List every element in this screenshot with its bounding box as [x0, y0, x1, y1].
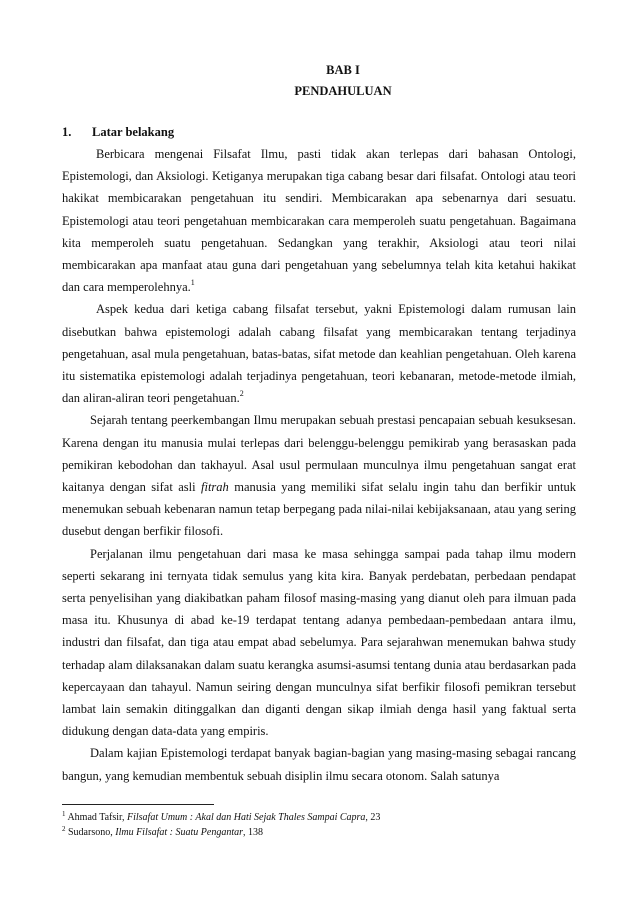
- footnote-1-mark: 1: [62, 810, 66, 818]
- footnote-ref-1[interactable]: 1: [190, 278, 195, 288]
- chapter-title: PENDAHULUAN: [294, 84, 392, 98]
- section-title: Latar belakang: [92, 125, 175, 139]
- paragraph-2: [62, 298, 576, 409]
- footnote-ref-2[interactable]: 2: [239, 389, 244, 399]
- paragraph-3: [62, 409, 576, 542]
- paragraph-5: [62, 742, 576, 786]
- paragraph-3-italic: fitrah: [201, 480, 229, 495]
- footnote-2-title: Ilmu Filsafat : Suatu Pengantar: [115, 827, 244, 838]
- footnote-2-page: , 138: [243, 827, 264, 838]
- section-number: 1.: [62, 125, 72, 139]
- body-text: [62, 143, 576, 787]
- footnote-2: [62, 825, 576, 840]
- document-page: [62, 0, 576, 903]
- footnote-1-title: Filsafat Umum : Akal dan Hati Sejak Thales Sampai Capra: [126, 812, 366, 823]
- paragraph-1-text: Berbicara mengenai Filsafat Ilmu, pasti tidak akan terlepas dari bahasan Ontologi, Epistemologi, dan Aksiologi. Ketiganya merupakan tiga cabang besar dari filsafat. Ontologi atau teori hakikat membicarakan pengetahuan itu sendiri. Membicarakan apa sebenarnya dari sesuatu. Epistemologi atau teori pengetahuan membicarakan cara memperoleh suatu pengetahuan. Bagaimana kita memperoleh suatu pengetahuan. Sedangkan yang terakhir, Aksiologi atau teori nilai membicarakan apa manfaat atau guna dari pengetahuan yang sebelumnya telah kita ketahui hakikat dan cara memperolehnya.: [62, 147, 576, 295]
- footnote-2-mark: 2: [62, 825, 66, 833]
- footnote-2-author: Sudarsono,: [65, 827, 116, 838]
- paragraph-3-text-b: manusia yang memiliki sifat selalu ingin tahu dan berfikir untuk menemukan sebuah kebenaran namun tetap berpegang pada nilai-nilai kebijaksanaan, atau yang sering dusebut dengan berfikir filosofi.: [62, 480, 576, 539]
- footnote-1-page: , 23: [365, 812, 381, 823]
- footnote-1: [62, 810, 576, 825]
- paragraph-4-text: Perjalanan ilmu pengetahuan dari masa ke masa sehingga sampai pada tahap ilmu modern seperti sekarang ini ternyata tidak semulus yang kita kira. Banyak perdebatan, perbedaan pendapat serta penyelisihan yang diakibatkan paham filosof masing-masing yang dianut oleh para ilmuan pada masa itu. Khusunya di abad ke-19 terdapat tentang adanya pembedaan-pembedaan antara ilmu, industri dan filsafat, dan tiga atau empat abad sebelumya. Para sejarahwan menemukan bahwa study terhadap alam dilaksanakan dalam suatu kerangka asumsi-asumsi tentang dunia atau berdasarkan pada kepercayaan dan tahayul. Namun seiring dengan munculnya sifat berfikir filosofi pemikran tersebut lambat lain semakin ditinggalkan dan diganti dengan sikap ilmiah denga hasil yang faktual serta didukung dengan data-data yang empiris.: [62, 546, 576, 739]
- paragraph-3-text-a: Sejarah tentang peerkembangan Ilmu merupakan sebuah prestasi pencapaian sebuah kesuksesan. Karena dengan itu manusia mulai terlepas dari belenggu-belenggu pemikirab yang berasaskan pada pemikiran kebodohan dan takhayul. Asal usul permulaan munculnya ilmu pengetahuan sangat erat kaitanya dengan sifat asli: [62, 413, 576, 495]
- footnote-separator: [62, 804, 214, 805]
- footnote-1-author: Ahmad Tafsir,: [65, 812, 127, 823]
- paragraph-1: [62, 143, 576, 298]
- paragraph-5-text: Dalam kajian Epistemologi terdapat banyak bagian-bagian yang masing-masing sebagai rancang bangun, yang kemudian membentuk sebuah disiplin ilmu secara otonom. Salah satunya: [62, 746, 576, 783]
- footnotes: [62, 810, 576, 840]
- paragraph-2-text: Aspek kedua dari ketiga cabang filsafat tersebut, yakni Epistemologi dalam rumusan lain disebutkan bahwa epistemologi adalah cabang filsafat yang membicarakan tentang terjadinya pengetahuan, asal mula pengetahuan, batas-batas, sifat metode dan keahlian pengetahuan. Oleh karena itu sistematika epistemologi adalah terjadinya pengetahuan, teori kebanaran, metode-metode ilmiah, dan aliran-aliran teori pengetahuan.: [62, 302, 576, 406]
- chapter-number: BAB I: [326, 63, 360, 77]
- paragraph-4: [62, 543, 576, 743]
- section-heading: [62, 124, 174, 140]
